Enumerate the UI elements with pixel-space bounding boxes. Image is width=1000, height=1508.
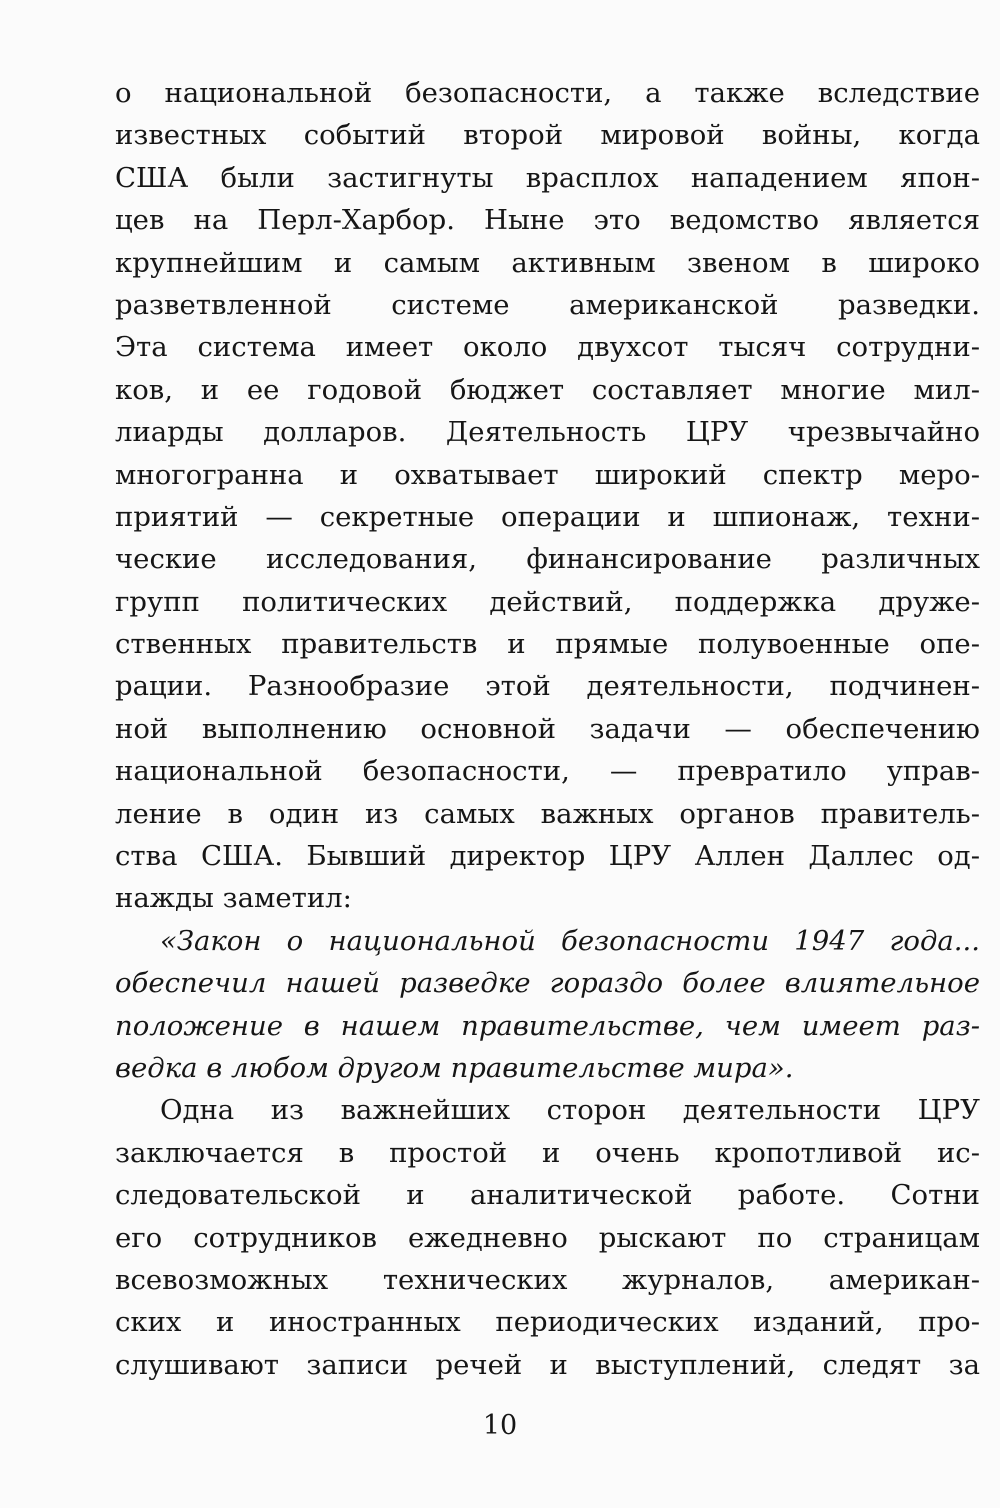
text-line: его сотрудников ежедневно рыскают по страницам (115, 1221, 980, 1254)
text-line: США были застигнуты врасплох нападением япон- (115, 161, 980, 194)
quote-line: положение в нашем правительстве, чем имеет раз- (115, 1009, 980, 1042)
text-line: заключается в простой и очень кропотливой ис- (115, 1136, 980, 1169)
text-line: Одна из важнейших сторон деятельности ЦРУ (160, 1094, 980, 1127)
quote-line: обеспечил нашей разведке гораздо более влиятельное (115, 967, 980, 1000)
text-line: следовательской и аналитической работе. Сотни (115, 1179, 980, 1212)
text-line: ских и иностранных периодических изданий, про- (115, 1306, 980, 1339)
page-number: 10 (482, 1410, 518, 1441)
text-line: рации. Разнообразие этой деятельности, подчинен- (115, 670, 980, 703)
text-line: приятий — секретные операции и шпионаж, техни- (115, 500, 980, 533)
quote-line: ведка в любом другом правительстве мира». (115, 1051, 794, 1084)
text-line: цев на Перл-Харбор. Ныне это ведомство является (115, 204, 980, 237)
text-line: групп политических действий, поддержка друже- (115, 585, 980, 618)
text-line: лиарды долларов. Деятельность ЦРУ чрезвычайно (115, 416, 980, 449)
text-line: нажды заметил: (115, 882, 352, 915)
text-line: многогранна и охватывает широкий спектр меро- (115, 458, 980, 491)
text-line: ственных правительств и прямые полувоенные опе- (115, 628, 980, 661)
quote-line: «Закон о национальной безопасности 1947 года... (160, 924, 980, 957)
text-line: о национальной безопасности, а также вследствие (115, 77, 980, 109)
text-line: ление в один из самых важных органов правитель- (115, 797, 980, 830)
text-line: всевозможных технических журналов, американ- (115, 1263, 980, 1296)
text-line: крупнейшим и самым активным звеном в широко (115, 246, 980, 279)
text-line: ства США. Бывший директор ЦРУ Аллен Даллес од- (115, 840, 980, 873)
text-line: разветвленной системе американской разведки. (115, 288, 980, 321)
text-block (115, 72, 980, 1386)
text-line: ческие исследования, финансирование различных (115, 543, 980, 576)
text-line: Эта система имеет около двухсот тысяч сотрудни- (115, 331, 980, 364)
text-line: ков, и ее годовой бюджет составляет многие мил- (115, 373, 980, 406)
text-line: слушивают записи речей и выступлений, следят за (115, 1348, 980, 1381)
text-line: ной выполнению основной задачи — обеспечению (115, 712, 980, 745)
text-line: национальной безопасности, — превратило управ- (115, 755, 980, 788)
text-line: известных событий второй мировой войны, когда (115, 119, 980, 152)
